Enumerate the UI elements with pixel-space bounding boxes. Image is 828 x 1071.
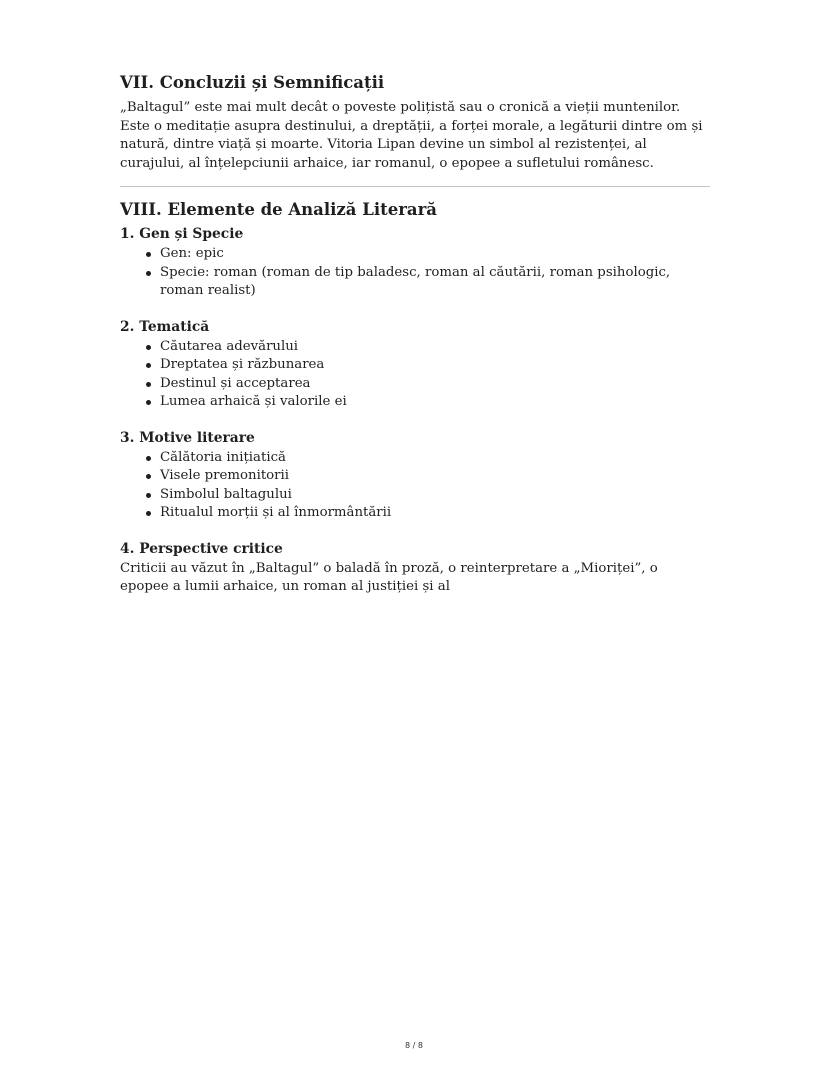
section-literary-analysis xyxy=(120,198,710,597)
section-title-literary-analysis: VIII. Elemente de Analiză Literară xyxy=(120,200,437,219)
list-item: Călătoria inițiatică xyxy=(160,449,710,468)
list-item: Destinul și acceptarea xyxy=(160,375,710,394)
list-item: Specie: roman (roman de tip baladesc, roman al căutării, roman psihologic, roman realist) xyxy=(160,264,710,301)
page-number: 8 / 8 xyxy=(405,1041,423,1050)
list-item: Căutarea adevărului xyxy=(160,338,710,357)
subsection-title-genre: 1. Gen și Specie xyxy=(120,226,244,242)
list-item: Dreptatea și răzbunarea xyxy=(160,356,710,375)
section-title-conclusions: VII. Concluzii și Semnificații xyxy=(120,73,385,92)
genre-list xyxy=(120,245,710,301)
subsection-title-critical-perspectives: 4. Perspective critice xyxy=(120,540,283,557)
section-conclusions xyxy=(120,71,710,173)
list-item: Lumea arhaică și valorile ei xyxy=(160,393,710,412)
motifs-list xyxy=(120,449,710,523)
document-page xyxy=(120,71,710,597)
subsection-title-motifs: 3. Motive literare xyxy=(120,429,255,446)
subsection-genre xyxy=(120,224,710,301)
subsection-themes xyxy=(120,317,710,412)
subsection-title-themes: 2. Tematică xyxy=(120,318,210,335)
themes-list xyxy=(120,338,710,412)
list-item: Visele premonitorii xyxy=(160,467,710,486)
conclusions-paragraph: „Baltagul” este mai mult decât o poveste polițistă sau o cronică a vieții muntenilor. Este o meditație asupra destinului, a dreptății, a forței morale, a legăturii dintre om și natură, dintre viață și moarte. Vitoria Lipan devine un simbol al rezistenței, al curajului, al înțelepciunii arhaice, iar romanul, o epopee a sufletului românesc. xyxy=(120,100,703,171)
subsection-motifs xyxy=(120,428,710,523)
list-item: Simbolul baltagului xyxy=(160,486,710,505)
list-item: Ritualul morții și al înmormântării xyxy=(160,504,710,523)
critical-perspectives-paragraph: Criticii au văzut în „Baltagul” o baladă în proză, o reinterpretare a „Mioriței”, o epopee a lumii arhaice, un roman al justiției și al xyxy=(120,560,658,594)
list-item: Gen: epic xyxy=(160,245,710,264)
subsection-critical-perspectives xyxy=(120,539,710,597)
section-divider xyxy=(120,186,710,187)
